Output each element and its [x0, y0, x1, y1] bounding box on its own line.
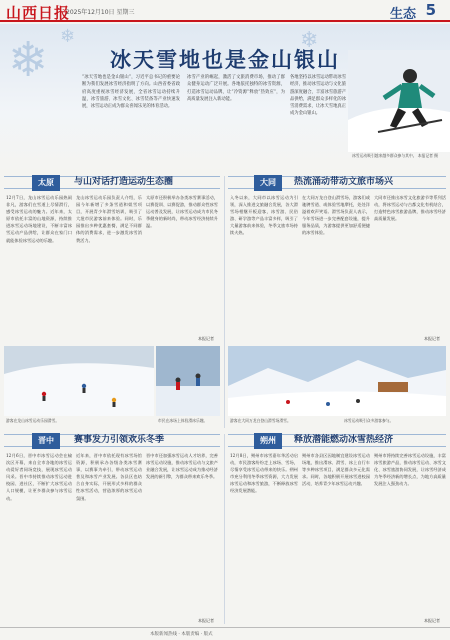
city-tag: 晋中: [32, 433, 60, 449]
section-divider: [224, 176, 225, 428]
page-headline: 冰天雪地也是金山银山: [110, 48, 340, 72]
page-footer: [0, 627, 450, 640]
section-title: 释放潜能燃动冰雪热经济: [294, 435, 394, 445]
section-title: 热流涌动带动文旅市场兴: [294, 177, 394, 187]
footer-text: 本版新闻热线 · 本版责编 · 版式: [150, 632, 213, 637]
section-title: 赛事发力引领欢乐冬季: [74, 435, 165, 445]
city-tag: 朔州: [254, 433, 282, 449]
article-column: 入冬以来，大同市以冰雪运动为引领，深入推进文旅融合发展，各大滑雪场相继开板迎客，冰雪游、民俗游、研学游等产品丰富多样，吸引了大量游客前来体验，冬季文旅市场持续火热。: [230, 195, 298, 236]
hero-banner: [0, 24, 450, 172]
article-column: 12月7日，龙山冰雪运动乐园热闹非凡，游客们在雪道上尽情滑行，感受冰雪运动的魅力。近年来，太原市依托丰富的山地资源，持续推进冰雪运动场地建设，不断丰富冰雪运动产品供给，让群众在家门口就能体验冰雪运动的乐趣。: [6, 195, 72, 243]
article-column: 12月8日，朔州市冰雪嘉年华活动启动，市民游客纷纷走上冰场、雪场，尽情享受冰雪运动带来的快乐。朔州市充分利用冬季冰雪资源，大力发展冰雪运动和冰雪旅游，不断释放冰雪经济发展潜能。: [230, 453, 298, 494]
hero-article-col2: 冰雪产业的崛起，激活了文旅消费市场，推动了群众健身运动广泛开展。各地依托独特的冰雪资源，打造冰雪运动品牌，让“冷资源”释放“热效应”，为高质量发展注入新动能。: [187, 75, 285, 102]
byline: 本报记者: [424, 618, 440, 623]
article-column: 近年来，晋中市依托现有冰雪场馆资源，积极承办各级各类冰雪赛事，以赛事为牵引，带动冰雪运动普及和冰雪产业发展。各县区也结合自身实际，开展形式多样的群众性冰雪活动，营造浓厚的冰雪运动氛围。: [76, 453, 142, 501]
section-divider: [224, 434, 225, 624]
section-header-datong: [228, 176, 446, 189]
newspaper-logo: 山西日报: [6, 4, 71, 22]
article-column: 晋中市还加强冰雪运动人才培养，完善冰雪运动设施，推动冰雪运动与文旅产业融合发展，让冰雪运动成为推动经济发展的新引擎，为群众带来欢乐冬季。: [146, 453, 218, 480]
article-column: 12月6日，晋中市冰雪运动会在榆次区开幕，来自全市各地的冰雪运动爱好者同场竞技，展现冰雪运动风采。晋中市持续推动冰雪运动进校园、进社区，不断扩大冰雪运动人口规模，让更多群众参与冰雪运动。: [6, 453, 72, 501]
article-column: 太原市还积极举办各类冰雪赛事活动，以赛促训、以赛促游，推动群众性冰雪运动普及发展，让冰雪运动成为市民冬季健身的新时尚，带动冰雪经济持续升温。: [146, 195, 218, 229]
mountain-resort-photo: [228, 346, 446, 416]
article-column: 大同市还推出冰雪文化旅游节等系列活动，将冰雪运动与古都文化有机结合，打造特色冰雪旅游品牌，推动冰雪经济高质量发展。: [374, 195, 446, 222]
city-tag: 太原: [32, 175, 60, 191]
photo-caption: 游客在大同万龙白登山滑雪场滑雪。: [230, 418, 291, 423]
section-title: 与山对话打造运动生态圈: [74, 177, 174, 187]
byline: 本报记者: [198, 618, 214, 623]
hero-article-col1: “冰天雪地也是金山银山”，习近平总书记的重要论断为我们发展冰雪经济指明了方向。山西省委省政府高度重视冰雪经济发展，全省冰雪运动持续升温，冰雪旅游、冰雪文化、冰雪装备等产业快速发展，冰雪运动正成为群众喜闻乐见的体育活动。: [82, 75, 180, 110]
byline: 本报记者: [198, 336, 214, 341]
article-column: 在大同万龙白登山滑雪场，游客们或驰骋雪道、或体验雪地摩托，处处洋溢着欢声笑语。滑雪场负责人表示，今年雪场进一步完善配套设施，提升服务品质，为游客提供更加舒适便捷的冰雪体验。: [302, 195, 370, 236]
hero-photo-caption: 冰雪运动吸引越来越多群众参与其中。 本报记者 摄: [352, 153, 438, 158]
snowflake-icon: ❄: [60, 26, 76, 47]
snowflake-icon: ❄: [300, 28, 319, 53]
section-header-shuozhou: [228, 434, 446, 447]
byline: 本报记者: [424, 336, 440, 341]
skier-photo: [348, 50, 450, 152]
section-header-taiyuan: [4, 176, 220, 189]
snowflake-icon: ❄: [8, 32, 49, 88]
photo-caption: 市民在冰场上体验滑冰乐趣。: [158, 418, 208, 423]
ski-slope-photo: [4, 346, 154, 416]
ice-rink-photo: [156, 346, 220, 416]
article-column: 龙山冰雪运动乐园负责人介绍，乐园今年新增了多条雪道和娱雪项目，开展青少年滑雪培训，吸引了大批市民游客前来体验。同时，乐园推出多种优惠套餐，满足不同群体的消费需求，进一步激发冰雪消费活力。: [76, 195, 142, 243]
article-column: 朔州市各县区因地制宜建设冰雪运动场地，推出滑冰、滑雪、冰上自行车等多种冰雪项目，满足群众多元化需求。同时，各地积极开展冰雪进校园活动，培养青少年冰雪运动兴趣。: [302, 453, 370, 487]
city-tag: 大同: [254, 175, 282, 191]
issue-date: 2025年12月10日 星期三: [66, 9, 135, 16]
hero-article-col3: 各地坚持以冰雪运动带动冰雪经济，推动冰雪运动与文化旅游深度融合，丰富冰雪旅游产品供给，满足群众多样化的冰雪消费需求，让冰天雪地真正成为金山银山。: [290, 75, 346, 117]
photo-caption: 游客在龙山冰雪运动乐园滑雪。: [6, 418, 60, 423]
masthead: [0, 0, 450, 22]
photo-caption: 冰雪运动吸引众多游客参与。: [344, 418, 394, 423]
section-header-jinzhong: [4, 434, 220, 447]
article-column: 朔州市将持续完善冰雪运动设施，丰富冰雪旅游产品，推动冰雪运动、冰雪文化、冰雪旅游协同发展，让冰雪经济成为冬季经济新的增长点，为地方高质量发展注入强劲动力。: [374, 453, 446, 487]
page-number: 5: [425, 1, 436, 19]
section-name: 生态: [389, 7, 416, 22]
